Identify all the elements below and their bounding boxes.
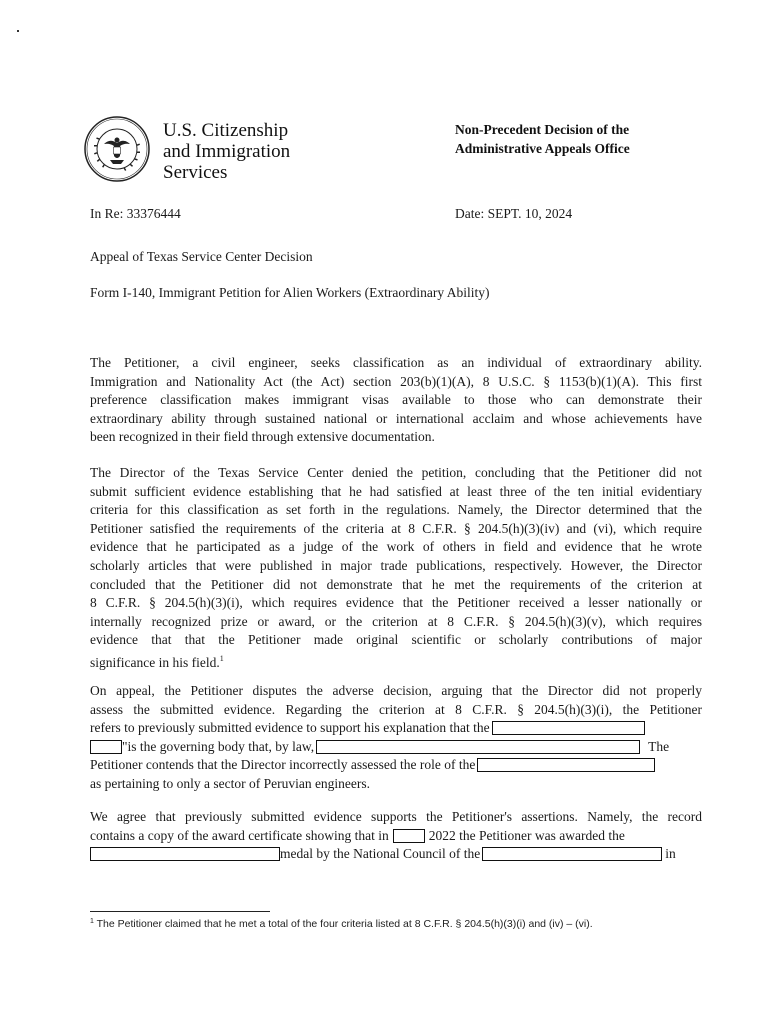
text-line: as pertaining to only a sector of Peruvian engineers. — [90, 775, 371, 791]
text-line: criteria for this classification as set forth in the regulations. Namely, the Director determined that the — [90, 502, 702, 518]
text-line — [90, 738, 702, 757]
text-line: On appeal, the Petitioner disputes the adverse decision, arguing that the Director did not properly — [90, 683, 702, 698]
agency-line: Services — [163, 162, 228, 183]
text-line: submit sufficient evidence establishing that he had satisfied at least three of the ten initial evidentiary — [90, 483, 702, 499]
agency-name — [163, 120, 290, 183]
redaction-box — [316, 740, 640, 754]
footnote-ref[interactable]: 1 — [219, 653, 224, 663]
text-line — [90, 719, 702, 738]
decision-title — [455, 120, 630, 158]
text-segment: contains a copy of the award certificate showing that in — [90, 827, 389, 843]
paragraph-director — [90, 464, 702, 673]
paragraph-intro — [90, 354, 702, 447]
text-line: The Director of the Texas Service Center denied the petition, concluding that the Petitioner did not — [90, 465, 702, 480]
redaction-box — [492, 721, 645, 735]
agency-line: and Immigration — [163, 141, 291, 162]
text-line: assess the submitted evidence. Regarding the criterion at 8 C.F.R. § 204.5(h)(3)(i), the Petitioner — [90, 701, 702, 717]
stray-mark — [17, 30, 19, 32]
text-line: scholarly articles that were published in major trade publications, respectively. However, the Director — [90, 557, 702, 573]
text-segment: The — [648, 738, 670, 754]
text-segment: Petitioner contends that the Director incorrectly assessed the role of the — [90, 757, 476, 773]
text-line: 8 C.F.R. § 204.5(h)(3)(i), which requires evidence that the Petitioner received a lesser nationally or — [90, 595, 702, 611]
text-line: concluded that the Petitioner did not demonstrate that he met the requirements of the criterion at — [90, 576, 702, 592]
text-line — [90, 756, 702, 775]
text-line: Petitioner satisfied the requirements of the criteria at 8 C.F.R. § 204.5(h)(3)(iv) and (vi), which require — [90, 520, 702, 536]
footnote-number: 1 — [90, 918, 94, 925]
text-line: preference classification makes immigrant visas available to those who can demonstrate their — [90, 392, 702, 408]
text-line: We agree that previously submitted evidence supports the Petitioner's assertions. Namely, the record — [90, 809, 702, 824]
decision-line: Administrative Appeals Office — [455, 141, 630, 156]
paragraph-agreement — [90, 808, 702, 864]
text-line: Immigration and Nationality Act (the Act) section 203(b)(1)(A), 8 U.S.C. § 1153(b)(1)(A). This first — [90, 373, 702, 389]
redaction-box — [393, 829, 425, 843]
text-line: extraordinary ability through sustained national or international acclaim and whose achievements have — [90, 410, 702, 426]
footnote-divider — [90, 911, 270, 912]
case-number: In Re: 33376444 — [90, 206, 181, 221]
text-segment: refers to previously submitted evidence to support his explanation that the — [90, 720, 490, 736]
text-segment: significance in his field. — [90, 654, 220, 670]
text-line: The Petitioner, a civil engineer, seeks classification as an individual of extraordinary ability. — [90, 355, 702, 370]
agency-line: U.S. Citizenship — [163, 120, 289, 141]
redaction-box — [477, 758, 655, 772]
text-segment: medal by the National Council of the — [280, 846, 481, 862]
redaction-box — [90, 740, 122, 754]
redaction-box — [482, 847, 662, 861]
dhs-seal-icon — [84, 116, 150, 182]
text-line: evidence that he participated as a judge of the work of others in field and evidence that he wrote — [90, 539, 702, 555]
text-segment: "is the governing body that, by law, — [122, 738, 315, 754]
paragraph-appeal — [90, 682, 702, 794]
text-line — [90, 650, 702, 673]
appeal-line: Appeal of Texas Service Center Decision — [90, 249, 313, 264]
redaction-box — [90, 847, 280, 861]
text-segment: 2022 the Petitioner was awarded the — [428, 827, 625, 843]
decision-date: Date: SEPT. 10, 2024 — [455, 206, 573, 221]
text-segment: in — [665, 846, 676, 862]
text-line: internally recognized prize or award, or the criterion at 8 C.F.R. § 204.5(h)(3)(v), which requires — [90, 613, 702, 629]
text-line — [90, 827, 702, 846]
footnote-text: The Petitioner claimed that he met a total of the four criteria listed at 8 C.F.R. § 204.5(h)(3)(i) and (iv) – (vi). — [96, 918, 593, 930]
text-line: been recognized in their field through extensive documentation. — [90, 429, 435, 445]
form-line: Form I-140, Immigrant Petition for Alien Workers (Extraordinary Ability) — [90, 285, 490, 300]
decision-line: Non-Precedent Decision of the — [455, 122, 630, 137]
footnote — [90, 918, 593, 930]
text-line: evidence that that the Petitioner made original scientific or scholarly contributions of major — [90, 632, 702, 648]
text-line — [90, 845, 702, 864]
